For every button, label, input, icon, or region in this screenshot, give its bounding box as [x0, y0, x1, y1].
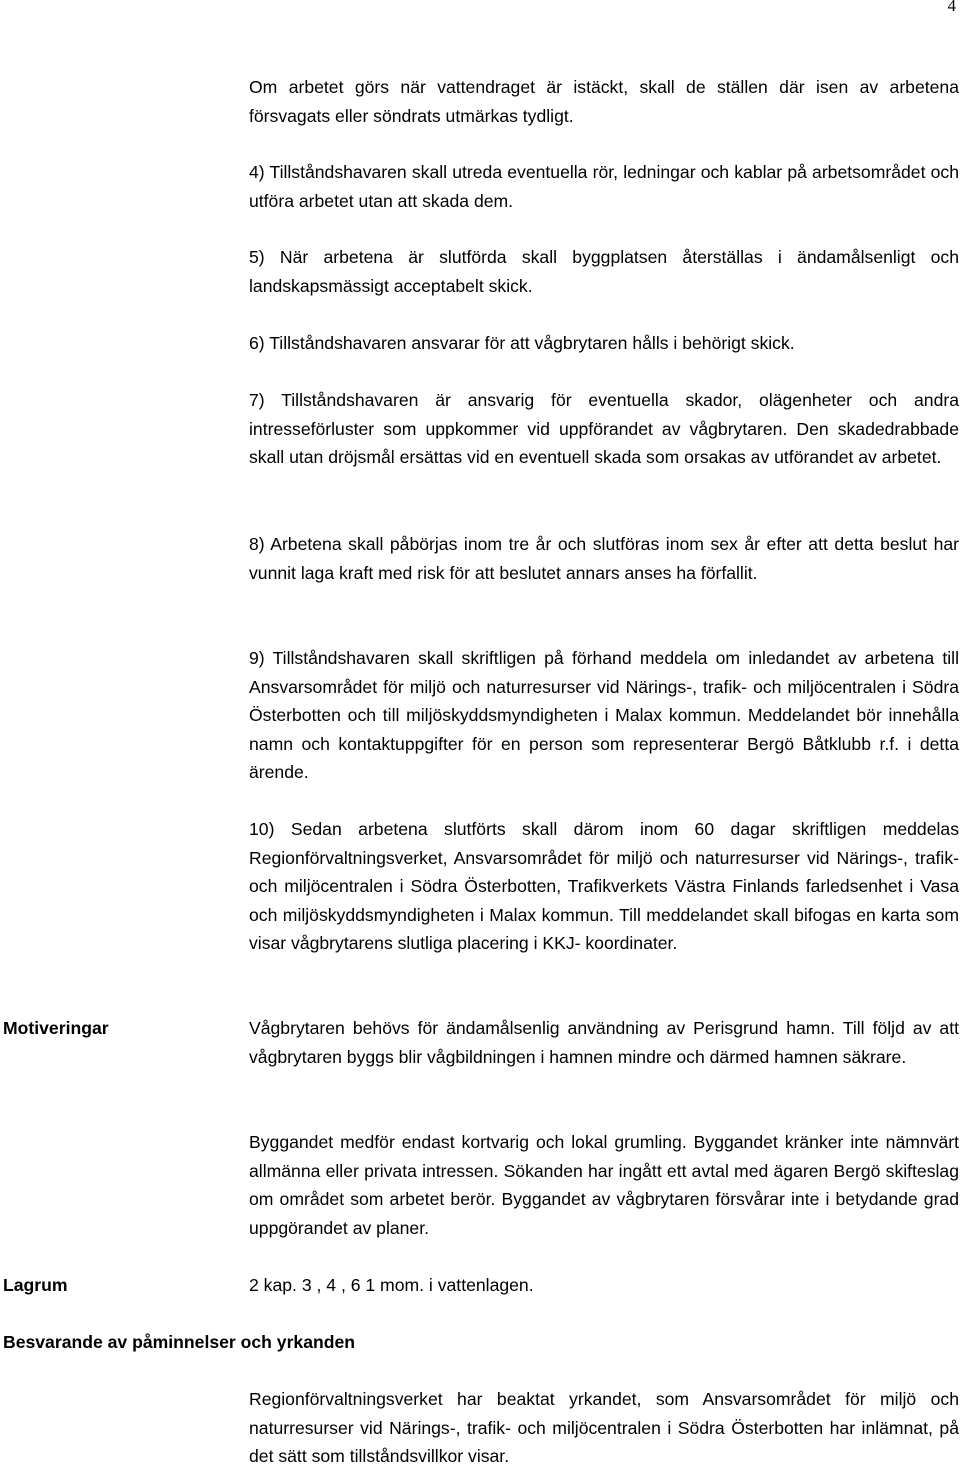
- condition-7: 7) Tillståndshavaren är ansvarig för eventuella skador, olägenheter och andra intresseförluster som uppkommer vid uppförandet av vågbrytaren. Den skadedrabbade skall utan dröjsmål ersättas vid en eventuell skada som orsakas av utförandet av arbetet.: [249, 390, 959, 468]
- lagrum-heading: Lagrum: [3, 1275, 68, 1295]
- besvarande-text: Regionförvaltningsverket har beaktat yrkandet, som Ansvarsområdet för miljö och naturresurser vid Närings-, trafik- och miljöcentralen i Södra Österbotten har inlämnat, på det sätt som tillståndsvillkor visar.: [249, 1389, 959, 1467]
- condition-4: 4) Tillståndshavaren skall utreda eventuella rör, ledningar och kablar på arbetsområdet och utföra arbetet utan att skada dem.: [249, 162, 959, 211]
- page-number: 4: [947, 0, 956, 15]
- motiveringar-heading: Motiveringar: [3, 1018, 109, 1038]
- condition-intro: Om arbetet görs när vattendraget är istäckt, skall de ställen där isen av arbetena försvagats eller söndrats utmärkas tydligt.: [249, 77, 959, 126]
- lagrum-text: 2 kap. 3 , 4 , 6 1 mom. i vattenlagen.: [249, 1275, 534, 1295]
- besvarande-heading: Besvarande av påminnelser och yrkanden: [3, 1332, 356, 1352]
- motiveringar-paragraph-2: Byggandet medför endast kortvarig och lokal grumling. Byggandet kränker inte nämnvärt allmänna eller privata intressen. Sökanden har ingått ett avtal med ägaren Bergö skifteslag om området som arbetet berör. Byggandet av vågbrytaren försvårar inte i betydande grad uppgörandet av planer.: [249, 1132, 959, 1238]
- condition-9: 9) Tillståndshavaren skall skriftligen på förhand meddela om inledandet av arbetena till Ansvarsområdet för miljö och naturresurser vid Närings-, trafik- och miljöcentralen i Södra Österbotten och till miljöskyddsmyndigheten i Malax kommun. Meddelandet bör innehålla namn och kontaktuppgifter för en person som representerar Bergö Båtklubb r.f. i detta ärende.: [249, 648, 959, 783]
- condition-5: 5) När arbetena är slutförda skall byggplatsen återställas i ändamålsenligt och landskapsmässigt acceptabelt skick.: [249, 247, 959, 296]
- condition-10: 10) Sedan arbetena slutförts skall därom inom 60 dagar skriftligen meddelas Regionförvaltningsverket, Ansvarsområdet för miljö och naturresurser vid Närings-, trafik- och miljöcentralen i Södra Österbotten, Trafikverkets Västra Finlands farledsenhet i Vasa och miljöskyddsmyndigheten i Malax kommun. Till meddelandet skall bifogas en karta som visar vågbrytarens slutliga placering i KKJ- koordinater.: [249, 819, 959, 954]
- condition-8: 8) Arbetena skall påbörjas inom tre år och slutföras inom sex år efter att detta beslut har vunnit laga kraft med risk för att beslutet annars anses ha förfallit.: [249, 534, 959, 583]
- condition-6: 6) Tillståndshavaren ansvarar för att vågbrytaren hålls i behörigt skick.: [249, 333, 795, 353]
- motiveringar-paragraph-1: Vågbrytaren behövs för ändamålsenlig användning av Perisgrund hamn. Till följd av att vågbrytaren byggs blir vågbildningen i hamnen mindre och därmed hamnen säkrare.: [249, 1018, 959, 1067]
